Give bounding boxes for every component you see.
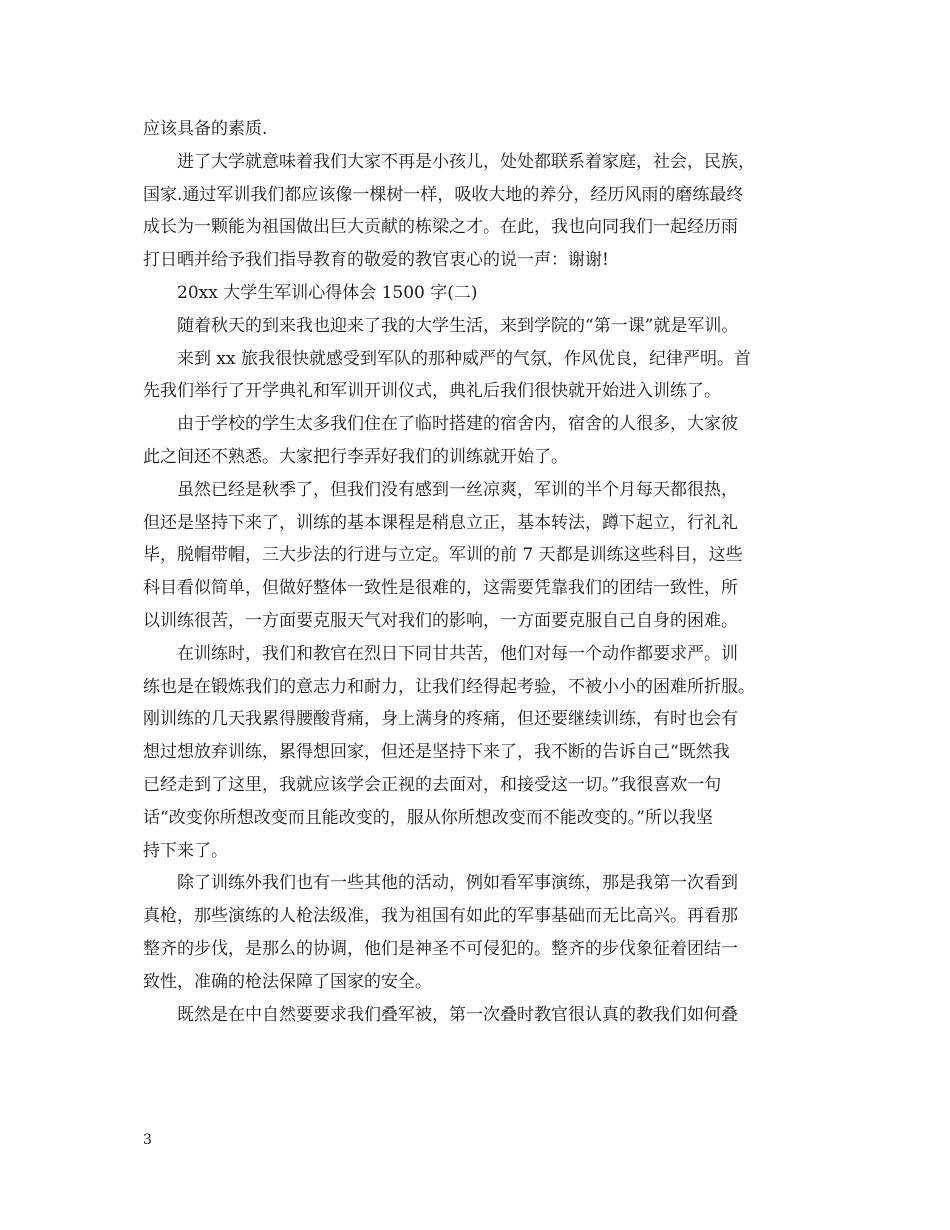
text-line: 毕，脱帽带帽，三大步法的行进与立定。军训的前 7 天都是训练这些科目，这些 <box>143 545 743 566</box>
text-line: 科目看似简单，但做好整体一致性是很难的，这需要凭靠我们的团结一致性，所 <box>143 578 738 599</box>
text-line: 虽然已经是秋季了，但我们没有感到一丝凉爽，军训的半个月每天都很热， <box>177 479 738 500</box>
text-line: 在训练时，我们和教官在烈日下同甘共苦，他们对每一个动作都要求严。训 <box>177 643 738 664</box>
text-line: 整齐的步伐，是那么的协调，他们是神圣不可侵犯的。整齐的步伐象征着团结一 <box>143 938 738 959</box>
text-line: 真枪，那些演练的人枪法级准，我为祖国有如此的军事基础而无比高兴。再看那 <box>143 906 738 927</box>
text-line: 话“改变你所想改变而且能改变的，服从你所想改变而不能改变的。”所以我坚 <box>143 807 713 828</box>
text-line: 以训练很苦，一方面要克服天气对我们的影响，一方面要克服自己自身的困难。 <box>143 610 738 631</box>
text-line: 进了大学就意味着我们大家不再是小孩儿，处处都联系着家庭，社会，民族， <box>177 151 755 172</box>
text-line: 20xx 大学生军训心得体会 1500 字(二) <box>177 282 478 303</box>
text-line: 此之间还不熟悉。大家把行李弄好我们的训练就开始了。 <box>143 446 568 467</box>
text-line: 打日晒并给予我们指导教育的敬爱的教官衷心的说一声：谢谢! <box>143 250 609 271</box>
text-line: 来到 xx 旅我很快就感受到军队的那种威严的气氛，作风优良，纪律严明。首 <box>177 348 751 369</box>
document-body <box>143 113 823 1031</box>
text-line: 由于学校的学生太多我们住在了临时搭建的宿舍内，宿舍的人很多，大家彼 <box>177 414 738 435</box>
text-line: 既然是在中自然要要求我们叠军被，第一次叠时教官很认真的教我们如何叠 <box>177 1004 738 1025</box>
text-line: 应该具备的素质. <box>143 119 268 139</box>
text-line: 练也是在锻炼我们的意志力和耐力，让我们经得起考验，不被小小的困难所折服。 <box>143 676 755 697</box>
text-line: 先我们举行了开学典礼和军训开训仪式，典礼后我们很快就开始进入训练了。 <box>143 381 721 402</box>
page-number: 3 <box>143 1132 152 1148</box>
text-line: 除了训练外我们也有一些其他的活动，例如看军事演练，那是我第一次看到 <box>177 873 738 894</box>
text-line: 致性，准确的枪法保障了国家的安全。 <box>143 971 432 992</box>
text-line: 国家.通过军训我们都应该像一棵树一样，吸收大地的养分，经历风雨的磨练最终 <box>143 184 744 205</box>
text-line: 成长为一颗能为祖国做出巨大贡献的栋梁之才。在此，我也向同我们一起经历雨 <box>143 217 738 238</box>
text-line: 想过想放弃训练，累得想回家，但还是坚持下来了，我不断的告诉自己“既然我 <box>143 742 730 763</box>
text-line: 但还是坚持下来了，训练的基本课程是稍息立正，基本转法，蹲下起立，行礼礼 <box>143 512 738 533</box>
text-line: 持下来了。 <box>143 840 228 861</box>
text-line: 刚训练的几天我累得腰酸背痛，身上满身的疼痛，但还要继续训练，有时也会有 <box>143 709 738 730</box>
text-line: 随着秋天的到来我也迎来了我的大学生活，来到学院的“第一课”就是军训。 <box>177 315 739 336</box>
text-line: 已经走到了这里，我就应该学会正视的去面对，和接受这一切。”我很喜欢一句 <box>143 774 722 795</box>
